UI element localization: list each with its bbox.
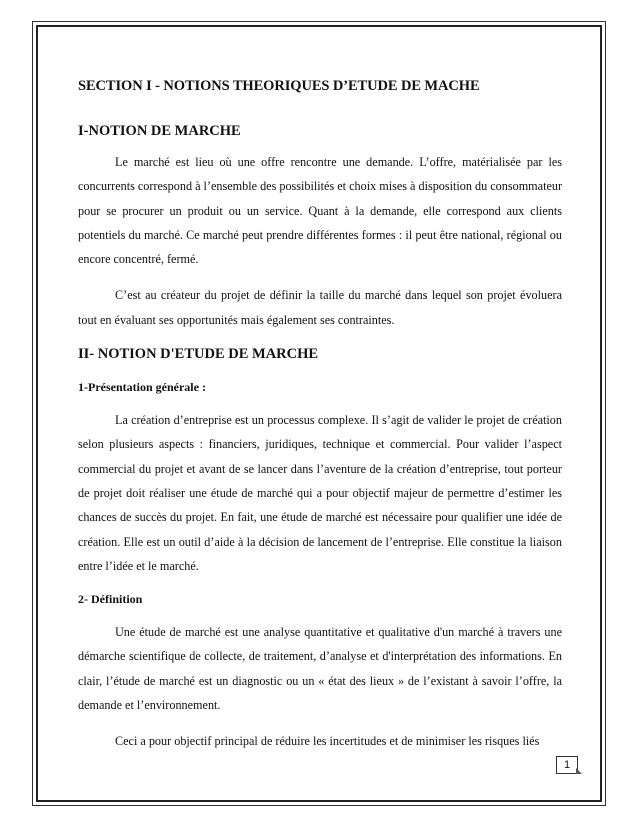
subheading-definition: 2- Définition	[78, 592, 143, 607]
paragraph-2: C’est au créateur du projet de définir la taille du marché dans lequel son projet évoluera tout en évaluant ses opportunités mais également ses contraintes.	[78, 288, 562, 327]
document-body	[78, 76, 562, 766]
page-number-fold-decoration	[576, 768, 582, 774]
paragraph-1: Le marché est lieu où une offre rencontre une demande. L’offre, matérialisée par les concurrents correspond à l’ensemble des possibilités et choix mises à disposition du consommateur pour se procurer un produit ou un service. Quant à la demande, elle correspond aux clients potentiels du marché. Ce marché peut prendre différentes formes : il peut être national, régional ou encore concentré, fermé.	[78, 155, 563, 267]
subheading-presentation-generale: 1-Présentation générale :	[78, 380, 206, 395]
page-number: 1	[556, 756, 578, 774]
paragraph-5: Ceci a pour objectif principal de réduire les incertitudes et de minimiser les risques liés	[115, 734, 540, 749]
paragraph-4: Une étude de marché est une analyse quantitative et qualitative d'un marché à travers une démarche scientifique de collecte, de traitement, d’analyse et d'interprétation des informations. En clair, l’étude de marché est un diagnostic ou un « état des lieux » de l’existant à savoir l’offre, la demande et l’environnement.	[78, 625, 562, 713]
paragraph-3: La création d’entreprise est un processus complexe. Il s’agit de valider le projet de création selon plusieurs aspects : financiers, juridiques, technique et commercial. Pour valider l’aspect commercial du projet et avant de se lancer dans l’aventure de la création d’entreprise, tout porteur de projet doit réaliser une étude de marché qui a pour objectif majeur de permettre d’estimer les chances de succès du projet. En fait, une étude de marché est nécessaire pour qualifier une idée de création. Elle est un outil d’aide à la décision de lancement de l’entreprise. Elle constitue la liaison entre l’idée et le marché.	[78, 413, 562, 573]
section-title: SECTION I - NOTIONS THEORIQUES D’ETUDE DE MACHE	[78, 78, 480, 94]
heading-notion-de-marche: I-NOTION DE MARCHE	[78, 123, 241, 139]
heading-notion-etude-de-marche: II- NOTION D'ETUDE DE MARCHE	[78, 346, 319, 363]
